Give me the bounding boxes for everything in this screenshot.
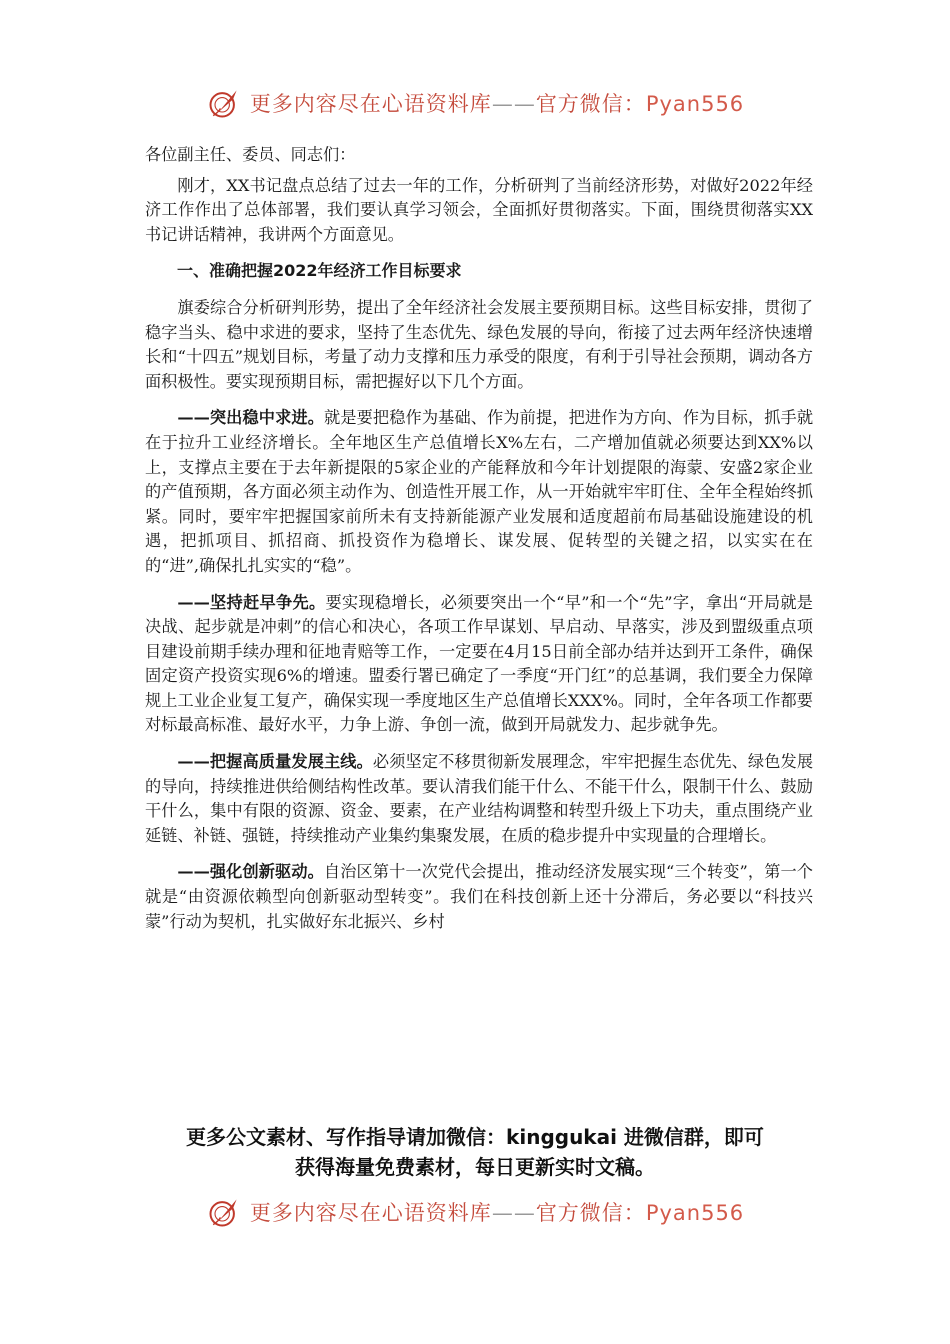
paragraph-early-start: ——坚持赶早争先。要实现稳增长，必须要突出一个“早”和一个“先”字，拿出“开局就是决战、起步就是冲刺”的信心和决心，各项工作早谋划、早启动、早落实，涉及到盟级重点项目建设前期手续办理和征地青赔等工作，一定要在4月15日前全部办结并达到开工条件，确保固定资产投资实现6%的增速。盟委行署已确定了一季度“开门红”的总基调，我们要全力保障规上工业企业复工复产，确保实现一季度地区生产总值增长XXX%。同时，全年各项工作都要对标最高标准、最好水平，力争上游、争创一流，做到开局就发力、起步就争先。: [145, 592, 813, 735]
intro-paragraph: 刚才，XX书记盘点总结了过去一年的工作，分析研判了当前经济形势，对做好2022年经济工作作出了总体部署，我们要认真学习领会，全面抓好贯彻落实。下面，围绕贯彻落实XX书记讲话精神，我讲两个方面意见。: [145, 175, 813, 244]
promo-line-1: 更多公文素材、写作指导请加微信：kinggukai 进微信群，即可: [186, 1125, 764, 1149]
document-body: [145, 143, 813, 946]
subheading-innovation: ——强化创新驱动。: [177, 862, 324, 882]
watermark-header: [0, 83, 950, 123]
paragraph-quality: ——把握高质量发展主线。必须坚定不移贯彻新发展理念，牢牢把握生态优先、绿色发展的导向，持续推进供给侧结构性改革。要认清我们能干什么、不能干什么，限制干什么、鼓励干什么，集中有限的资源、资金、要素，在产业结构调整和转型升级上下功夫，重点围绕产业延链、补链、强链，持续推动产业集约集聚发展，在质的稳步提升中实现量的合理增长。: [145, 752, 814, 845]
subheading-stability: ——突出稳中求进。: [177, 408, 325, 428]
watermark-text: 更多内容尽在心语资料库——官方微信：Pyan556: [249, 1201, 745, 1225]
quill-pen-icon: [206, 1194, 242, 1230]
quill-pen-icon: [206, 85, 242, 121]
paragraph-stability: ——突出稳中求进。就是要把稳作为基础、作为前提，把进作为方向、作为目标，抓手就在于拉升工业经济增长。全年地区生产总值增长X%左右，二产增加值就必须要达到XX%以上，支撑点主要在于去年新提限的5家企业的产能释放和今年计划提限的海蒙、安盛2家企业的产值预期，各方面必须主动作为、创造性开展工作，从一开始就牢牢盯住、全年全程始终抓紧。同时，要牢牢把握国家前所未有支持新能源产业发展和适度超前布局基础设施建设的机遇，把抓项目、抓招商、抓投资作为稳增长、谋发展、促转型的关键之招，以实实在在的“进”,确保扎扎实实的“稳”。: [145, 408, 814, 575]
promo-line-2: 获得海量免费素材，每日更新实时文稿。: [295, 1155, 655, 1179]
paragraph-innovation: ——强化创新驱动。自治区第十一次党代会提出，推动经济发展实现“三个转变”，第一个就是“由资源依赖型向创新驱动型转变”。我们在科技创新上还十分滞后，务必要以“科技兴蒙”行动为契机，扎实做好东北振兴、乡村: [145, 862, 813, 931]
section-heading-1: 一、准确把握2022年经济工作目标要求: [177, 261, 462, 281]
subheading-quality: ——把握高质量发展主线。: [177, 752, 373, 772]
greeting: 各位副主任、委员、同志们：: [145, 145, 356, 164]
watermark-footer: [0, 1192, 950, 1232]
watermark-text: 更多内容尽在心语资料库——官方微信：Pyan556: [249, 92, 745, 116]
promo-footer: [120, 1122, 830, 1182]
paragraph-targets: 旗委综合分析研判形势，提出了全年经济社会发展主要预期目标。这些目标安排，贯彻了稳字当头、稳中求进的要求，坚持了生态优先、绿色发展的导向，衔接了过去两年经济快速增长和“十四五”规划目标，考量了动力支撑和压力承受的限度，有利于引导社会预期，调动各方面积极性。要实现预期目标，需把握好以下几个方面。: [145, 297, 813, 391]
subheading-early-start: ——坚持赶早争先。: [177, 592, 326, 612]
